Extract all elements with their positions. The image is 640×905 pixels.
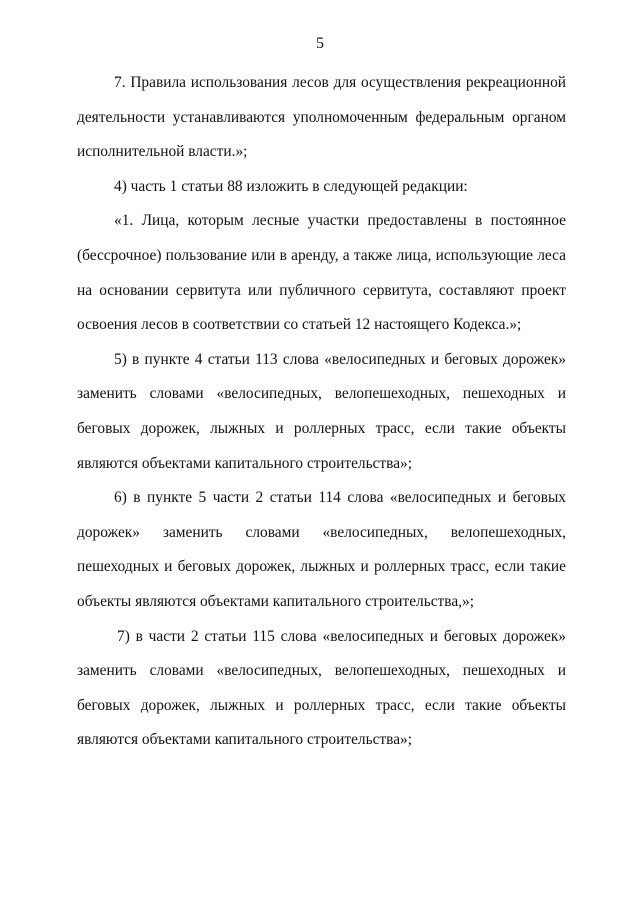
- paragraph-5-line-4: объекты являются объектами капитального строительства,»;: [77, 592, 474, 610]
- paragraph-6-line-3: беговых дорожек, лыжных и роллерных трасс, если такие объекты: [77, 696, 566, 714]
- paragraph-6-line-4: являются объектами капитального строительства»;: [77, 731, 413, 749]
- paragraph-5-line-3: пешеходных и беговых дорожек, лыжных и роллерных трасс, если такие: [77, 558, 566, 576]
- paragraph-2-line-1: 4) часть 1 статьи 88 изложить в следующей редакции:: [114, 177, 468, 195]
- paragraph-4-line-1: 5) в пункте 4 статьи 113 слова «велосипедных и беговых дорожек»: [114, 350, 566, 368]
- paragraph-6-line-1: 7) в части 2 статьи 115 слова «велосипедных и беговых дорожек»: [117, 627, 566, 645]
- paragraph-3-line-4: освоения лесов в соответствии со статьей 12 настоящего Кодекса.»;: [77, 316, 522, 334]
- paragraph-3-line-2: (бессрочное) пользование или в аренду, а также лица, использующие леса: [77, 246, 566, 264]
- paragraph-5-line-2: дорожек» заменить словами «велосипедных, велопешеходных,: [77, 523, 566, 541]
- paragraph-6-line-2: заменить словами «велосипедных, велопешеходных, пешеходных и: [77, 662, 566, 680]
- paragraph-1-line-2: деятельности устанавливаются уполномоченным федеральным органом: [77, 108, 566, 126]
- paragraph-4-line-3: беговых дорожек, лыжных и роллерных трасс, если такие объекты: [77, 419, 566, 437]
- paragraph-3-line-1: «1. Лица, которым лесные участки предоставлены в постоянное: [114, 212, 566, 230]
- document-body: [77, 66, 566, 758]
- paragraph-5-line-1: 6) в пункте 5 части 2 статьи 114 слова «велосипедных и беговых: [114, 489, 566, 507]
- paragraph-1-line-1: 7. Правила использования лесов для осуществления рекреационной: [114, 74, 566, 91]
- paragraph-4-line-2: заменить словами «велосипедных, велопешеходных, пешеходных и: [77, 385, 566, 403]
- paragraph-1-line-3: исполнительной власти.»;: [77, 143, 248, 161]
- page-number: 5: [316, 35, 324, 52]
- paragraph-3-line-3: на основании сервитута или публичного сервитута, составляют проект: [77, 281, 566, 299]
- paragraph-4-line-4: являются объектами капитального строительства»;: [77, 454, 413, 472]
